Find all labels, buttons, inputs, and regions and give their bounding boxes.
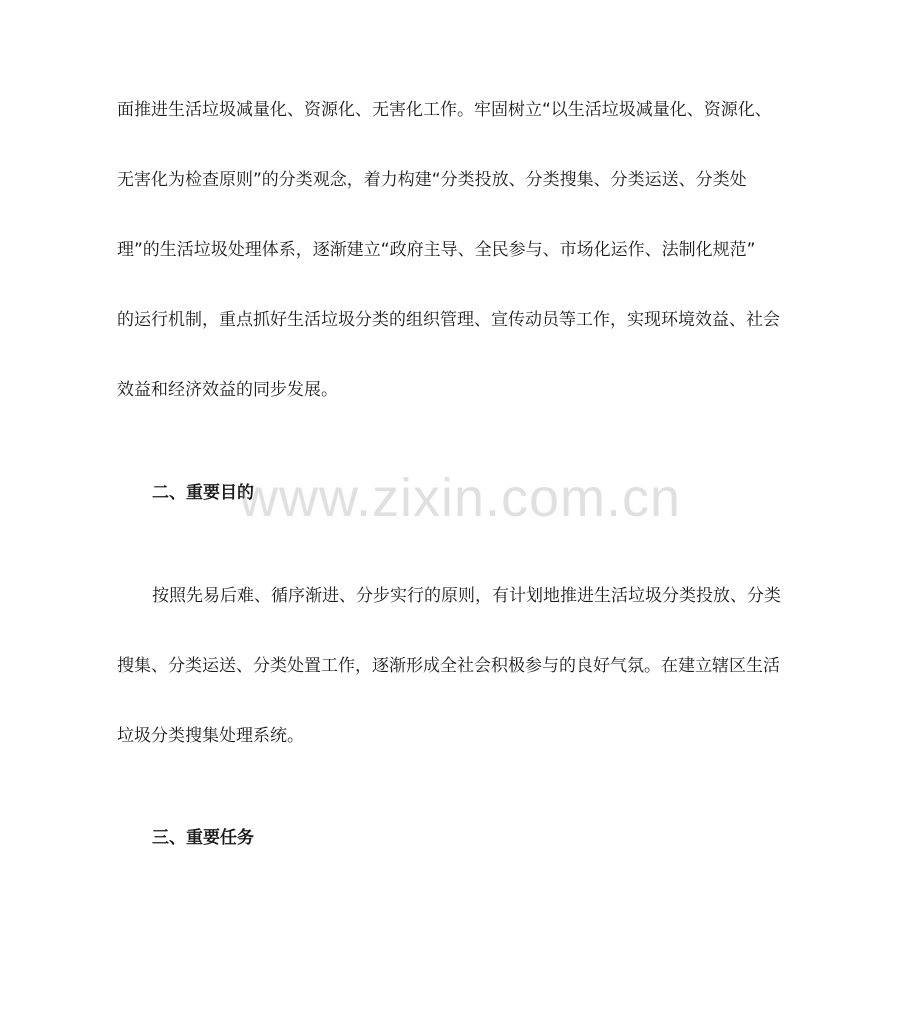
watermark: www.zixin.com.cn <box>238 468 682 528</box>
paragraph1-line-5: 效益和经济效益的同步发展。 <box>117 380 338 400</box>
section2-heading: 二、重要目的 <box>152 483 254 503</box>
section2-line-2: 搜集、分类运送、分类处置工作，逐渐形成全社会积极参与的良好气氛。在建立辖区生活 <box>117 656 780 676</box>
paragraph1-line-4: 的运行机制，重点抓好生活垃圾分类的组织管理、宣传动员等工作，实现环境效益、社会 <box>117 310 780 330</box>
section3-heading: 三、重要任务 <box>152 828 254 848</box>
section2-line-1: 按照先易后难、循序渐进、分步实行的原则，有计划地推进生活垃圾分类投放、分类 <box>152 586 781 606</box>
paragraph1-line-3: 理”的生活垃圾处理体系，逐渐建立“政府主导、全民参与、市场化运作、法制化规范” <box>117 240 756 260</box>
paragraph1-line-1: 面推进生活垃圾减量化、资源化、无害化工作。牢固树立“以生活垃圾减量化、资源化、 <box>117 100 772 120</box>
paragraph1-line-2: 无害化为检查原则”的分类观念，着力构建“分类投放、分类搜集、分类运送、分类处 <box>117 170 747 190</box>
section2-line-3: 垃圾分类搜集处理系统。 <box>117 726 304 746</box>
